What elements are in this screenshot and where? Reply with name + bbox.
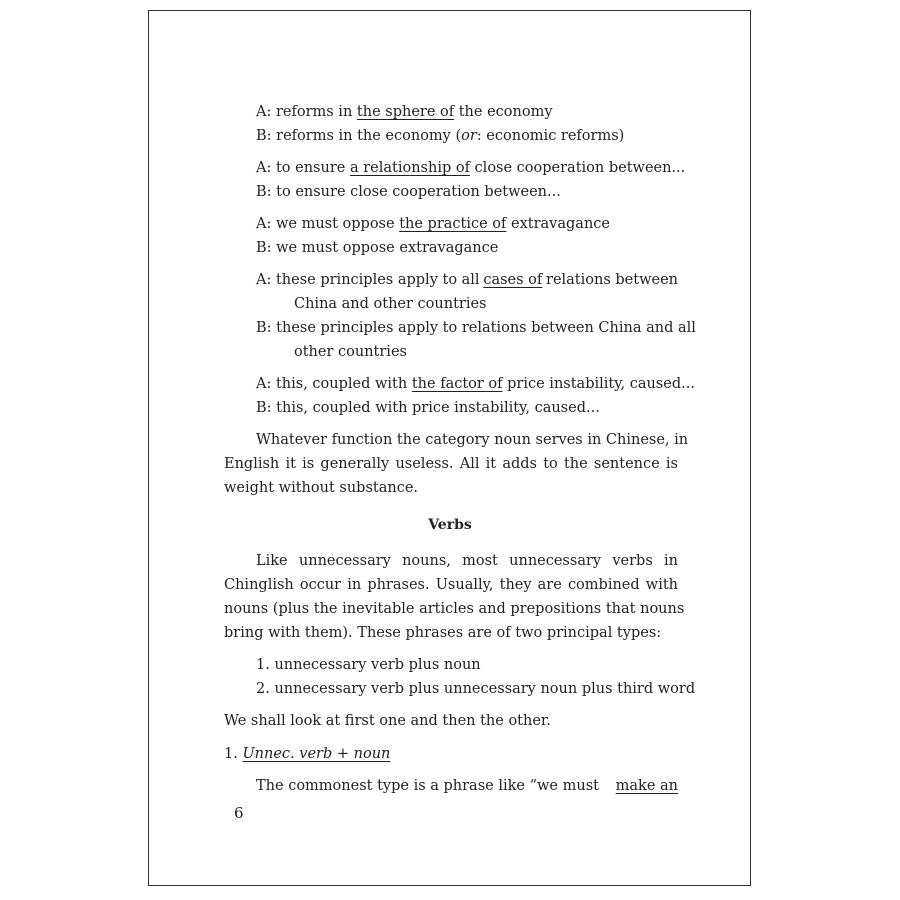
paragraph-3: We shall look at first one and then the other. bbox=[224, 713, 551, 729]
paragraph-2-line-2: Chinglish occur in phrases. Usually, they are combined with bbox=[224, 577, 678, 593]
example-5-a: A: this, coupled with the factor of price instability, caused... bbox=[256, 376, 695, 392]
example-3-a: A: we must oppose the practice of extravagance bbox=[256, 216, 610, 232]
subheading: 1. Unnec. verb + noun bbox=[224, 746, 391, 762]
section-heading: Verbs bbox=[428, 517, 472, 533]
list-item-1: 1. unnecessary verb plus noun bbox=[256, 657, 481, 673]
highlighted-phrase: a relationship of bbox=[349, 160, 470, 176]
paragraph-1-line-1: Whatever function the category noun serves in Chinese, in bbox=[256, 432, 689, 448]
paragraph-1-line-2: English it is generally useless. All it adds to the sentence is bbox=[224, 456, 678, 472]
paragraph-2-line-4: bring with them). These phrases are of two principal types: bbox=[224, 625, 662, 641]
example-4-a: A: these principles apply to all cases of relations between bbox=[256, 272, 678, 288]
list-item-2: 2. unnecessary verb plus unnecessary noun plus third word bbox=[256, 681, 696, 697]
highlighted-phrase: the practice of bbox=[399, 216, 507, 232]
highlighted-phrase: the sphere of bbox=[356, 104, 455, 120]
example-3-b: B: we must oppose extravagance bbox=[256, 240, 499, 256]
example-2-b: B: to ensure close cooperation between... bbox=[256, 184, 561, 200]
example-1-b: B: reforms in the economy (or: economic reforms) bbox=[256, 128, 625, 144]
page-number: 6 bbox=[234, 804, 244, 822]
highlighted-phrase: the factor of bbox=[411, 376, 503, 392]
example-1-a: A: reforms in the sphere of the economy bbox=[256, 104, 553, 120]
example-2-a: A: to ensure a relationship of close cooperation between... bbox=[256, 160, 686, 176]
example-4-b-cont: other countries bbox=[294, 344, 407, 360]
paragraph-4: The commonest type is a phrase like “we must make an bbox=[256, 778, 678, 794]
paragraph-1-line-3: weight without substance. bbox=[224, 480, 419, 496]
subheading-text: Unnec. verb + noun bbox=[242, 746, 391, 762]
highlighted-phrase: cases of bbox=[483, 272, 543, 288]
example-5-b: B: this, coupled with price instability, caused... bbox=[256, 400, 600, 416]
example-4-b: B: these principles apply to relations between China and all bbox=[256, 320, 696, 336]
paragraph-2-line-1: Like unnecessary nouns, most unnecessary verbs in bbox=[256, 553, 678, 569]
example-4-a-cont: China and other countries bbox=[294, 296, 487, 312]
highlighted-phrase: make an bbox=[615, 778, 678, 794]
paragraph-2-line-3: nouns (plus the inevitable articles and prepositions that nouns bbox=[224, 601, 685, 617]
